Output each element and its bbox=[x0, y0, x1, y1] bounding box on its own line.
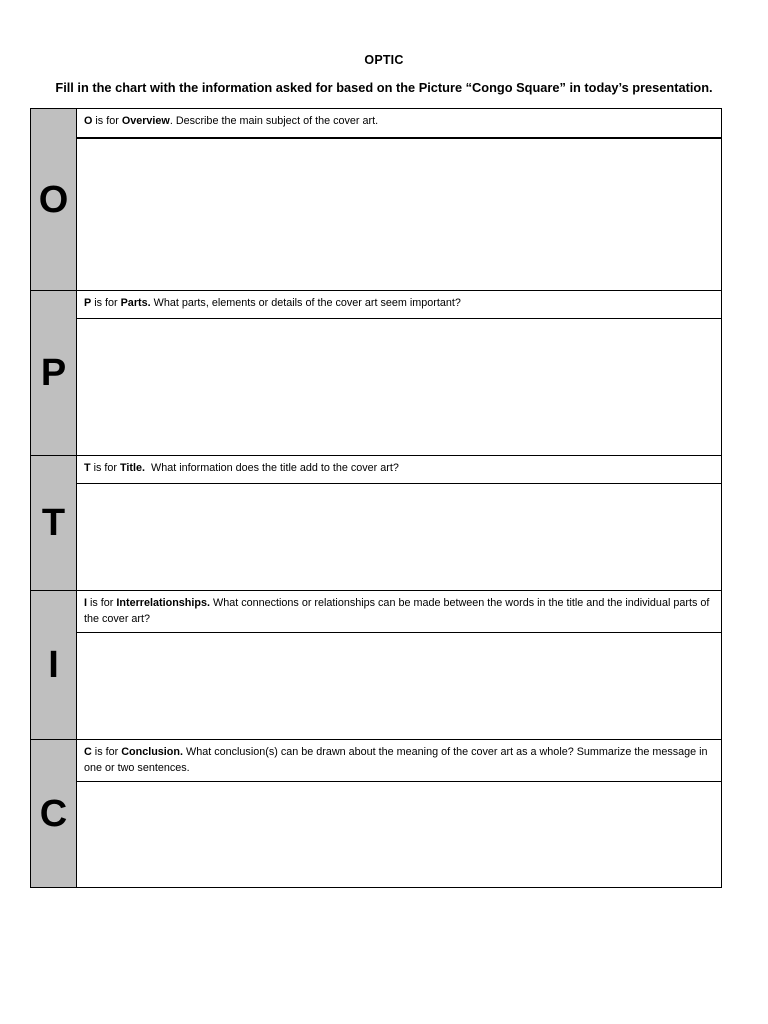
prompt-keyword: Parts. bbox=[120, 297, 151, 309]
optic-chart bbox=[30, 108, 722, 888]
optic-row-i bbox=[31, 591, 722, 633]
prompt-keyword: Title. bbox=[120, 462, 146, 474]
optic-row-t bbox=[31, 456, 722, 484]
prompt-connector: is for bbox=[91, 297, 121, 309]
prompt-text: What connections or relationships can be made between the words in the title and the individual parts of the cover art? bbox=[84, 597, 710, 625]
prompt-letter: C bbox=[84, 746, 92, 758]
prompt-text: What parts, elements or details of the cover art seem important? bbox=[150, 297, 461, 309]
prompt-p bbox=[77, 291, 722, 319]
letter-cell-c: C bbox=[31, 740, 77, 888]
answer-box-o[interactable] bbox=[77, 138, 722, 291]
prompt-text: . Describe the main subject of the cover art. bbox=[169, 115, 379, 127]
prompt-keyword: Conclusion. bbox=[121, 746, 184, 758]
letter-cell-p: P bbox=[31, 291, 77, 456]
letter-cell-o: O bbox=[31, 109, 77, 291]
prompt-connector: is for bbox=[91, 746, 122, 758]
prompt-connector: is for bbox=[87, 597, 117, 609]
prompt-o bbox=[77, 109, 722, 138]
answer-box-i[interactable] bbox=[77, 633, 722, 740]
prompt-letter: T bbox=[84, 462, 91, 474]
optic-row-o bbox=[31, 109, 722, 138]
prompt-letter: P bbox=[84, 297, 92, 309]
optic-row-p bbox=[31, 291, 722, 319]
prompt-t bbox=[77, 456, 722, 484]
prompt-keyword: Interrelationships. bbox=[116, 597, 210, 609]
prompt-connector: is for bbox=[90, 462, 121, 474]
answer-box-p[interactable] bbox=[77, 319, 722, 456]
answer-box-t[interactable] bbox=[77, 484, 722, 591]
prompt-letter: O bbox=[84, 115, 93, 127]
prompt-letter: I bbox=[84, 597, 87, 609]
prompt-i bbox=[77, 591, 722, 633]
prompt-text: What conclusion(s) can be drawn about the meaning of the cover art as a whole? Summarize the message in one or two sentences. bbox=[84, 746, 708, 774]
answer-box-c[interactable] bbox=[77, 782, 722, 888]
prompt-keyword: Overview bbox=[121, 115, 170, 127]
prompt-c bbox=[77, 740, 722, 782]
optic-row-c bbox=[31, 740, 722, 782]
letter-cell-t: T bbox=[31, 456, 77, 591]
prompt-text: What information does the title add to the cover art? bbox=[145, 462, 399, 474]
instructions: Fill in the chart with the information asked for based on the Picture “Congo Square” in today’s presentation. bbox=[55, 80, 713, 95]
letter-cell-i: I bbox=[31, 591, 77, 740]
page-title: OPTIC bbox=[364, 53, 404, 67]
prompt-connector: is for bbox=[92, 115, 122, 127]
